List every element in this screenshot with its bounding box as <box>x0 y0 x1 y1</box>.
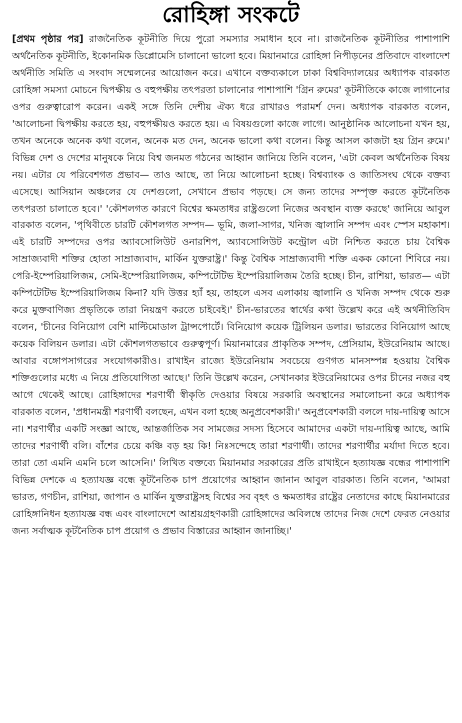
headline: রোহিঙ্গা সংকটে <box>162 3 300 28</box>
continued-from-front-page-label: [প্রথম পৃষ্ঠার পর] <box>12 34 84 45</box>
article-text: রাজনৈতিক কূটনীতি দিয়ে পুরো সমস্যার সমাধান হবে না। রাজনৈতিক কূটনীতির পাশাপাশি অর্থনৈতিক কূটনীতি, ইকোনমিক ডিপ্লোমেসি চালানো ভালো হবে। মিয়ানমারে রোহিঙ্গা নিপীড়নের প্রতিবাদে বাংলাদেশ অর্থনীতি সমিতি এ সংবাদ সম্মেলনের আয়োজন করে। এখানে বক্তব্যকালে ঢাকা বিশ্ববিদ্যালয়ের অধ্যাপক বারকাত রোহিঙ্গা সমস্যা মোচনে দ্বিপক্ষীয় ও বহুপক্ষীয় তৎপরতা চালানোর পাশাপাশি 'গ্রিন রুমের' কূটনীতিকে কাজে লাগানোর ওপর গুরুত্বারোপ করেন। একই সঙ্গে তিনি দেশীয় ঐক্য ধরে রাখারও পরামর্শ দেন। অধ্যাপক বারকাত বলেন, 'আলোচনা দ্বিপক্ষীয় করতে হয়, বহুপক্ষীয়ও করতে হয়। এ বিষয়গুলো কাজে লাগে। আনুষ্ঠানিক আলোচনা যখন হয়, তখন অনেকে অনেক কথা বলেন, অনেক মত দেন, অনেক ভালো কথা বলেন। কিন্তু আসল কাজটা হয় গ্রিন রুমে।' বিভিন্ন দেশ ও দেশের মানুষকে নিয়ে বিশ্ব জনমত গঠনের আহ্বান জানিয়ে তিনি বলেন, 'এটা কেবল অর্থনৈতিক বিষয় নয়। এটার যে পরিবেশগত প্রভাব— তাও আছে, তা নিয়ে আলোচনা হচ্ছে। বিশ্বব্যাংক ও জাতিসংঘ থেকে বক্তব্য এসেছে। আসিয়ান অঞ্চলের যে দেশগুলো, সেখানে প্রভাব পড়ছে। সে জন্য তাদের সম্পৃক্ত করতে কূটনৈতিক তৎপরতা চালাতে হবে।' 'কৌশলগত কারণে বিশ্বের ক্ষমতাধর রাষ্ট্রগুলো নিজের অবস্থান ব্যক্ত করছে' জানিয়ে আবুল বারকাত বলেন, 'পৃথিবীতে চারটি কৌশলগত সম্পদ— ভূমি, জলা-সাগর, খনিজ জ্বালানি সম্পদ এবং স্পেস মহাকাশ। এই চারটি সম্পদের ওপর অ্যাবসোলিউট ওনারশিপ, অ্যাবসোলিউট কন্ট্রোল এটা নিশ্চিত করতে চায় বৈশ্বিক সাম্রাজ্যবাদী শক্তির হোতা সাম্রাজ্যবাদ, মার্কিন যুক্তরাষ্ট্র।' কিন্তু বৈশ্বিক সাম্রাজ্যবাদী শক্তি একক কোনো শিবিরে নয়। পেরি-ইম্পেরিয়ালিজম, সেমি-ইম্পেরিয়ালিজম, কম্পিটেটিভ ইম্পেরিয়ালিজম তৈরি হচ্ছে। চীন, রাশিয়া, ভারত— এটা কম্পিটেটিভ ইম্পেরিয়ালিজম কিনা? যদি উত্তর হ্যাঁ হয়, তাহলে এসব এলাকায় জ্বালানি ও খনিজ সম্পদ থেকে শুরু করে মুক্তবাণিজ্য প্রভৃতিকে তারা নিয়ন্ত্রণ করতে চাইবেই।' চীন-ভারতের স্বার্থের কথা উল্লেখ করে এই অর্থনীতিবিদ বলেন, 'চীনের বিনিয়োগ বেশি মাল্টিমোডাল ট্রান্সপোর্টে। বিনিয়োগ কয়েক ট্রিলিয়ন ডলার। ভারতের বিনিয়োগ আছে কয়েক বিলিয়ন ডলার। এটা কৌশলগতভাবে গুরুত্বপূর্ণ। মিয়ানমারের প্রাকৃতিক সম্পদ, প্রেসিয়াম, ইউরেনিয়াম আছে। আবার বঙ্গোপসাগরের সংযোগকারীও। রাখাইন রাজ্যে ইউরেনিয়াম সবচেয়ে গুণগত মানসম্পন্ন হওয়ায় বৈশ্বিক শক্তিগুলোর মধ্যে এ নিয়ে প্রতিযোগিতা আছে।' তিনি উল্লেখ করেন, সেখানকার ইউরেনিয়ামের ওপর চীনের নজর বহু আগে থেকেই আছে। রোহিঙ্গাদের শরণার্থী স্বীকৃতি দেওয়ার বিষয়ে সরকারি অবস্থানের সমালোচনা করে অধ্যাপক বারকাত বলেন, 'প্রধানমন্ত্রী শরণার্থী বলছেন, এখন বলা হচ্ছে অনুপ্রবেশকারী।' অনুপ্রবেশকারী বললে দায়-দায়িত্ব আসে না। শরণার্থীর একটি সংজ্ঞা আছে, আন্তর্জাতিক সব সামজের সদস্য হিসেবে আমাদের একটা দায়-দায়িত্ব আছে, আমি তাদের শরণার্থী বলি। বাঁশের চেয়ে কঞ্চি বড় হয় কি! নিঃসন্দেহে তারা শরণার্থী। তাদের শরণার্থীর মর্যাদা দিতে হবে। তারা তো এমনি এমনি চলে আসেনি।' লিখিত বক্তব্যে মিয়ানমার সরকারের প্রতি রাখাইনে হত্যাযজ্ঞ বন্ধের পাশাপাশি বিভিন্ন দেশকে এ হত্যাযজ্ঞ বন্ধে কূটনৈতিক চাপ প্রয়োগের আহ্বান জানান আবুল বারকাত। তিনি বলেন, 'আমরা ভারত, গণচীন, রাশিয়া, জাপান ও মার্কিন যুক্তরাষ্ট্রসহ বিশ্বের সব বৃহৎ ও ক্ষমতাধর রাষ্ট্রের নেতাদের কাছে মিয়ানমারের রোহিঙ্গানিধন হত্যাযজ্ঞ বন্ধ এবং বাংলাদেশে আশ্রয়গ্রহণকারী রোহিঙ্গাদের অবিলম্বে তাদের নিজ দেশে ফেরত নেওয়ার জন্য সর্বাত্মক কূটনৈতিক চাপ প্রয়োগ ও প্রভাব বিস্তারের আহ্বান জানাচ্ছি।' <box>12 34 450 537</box>
article-body <box>12 32 450 541</box>
